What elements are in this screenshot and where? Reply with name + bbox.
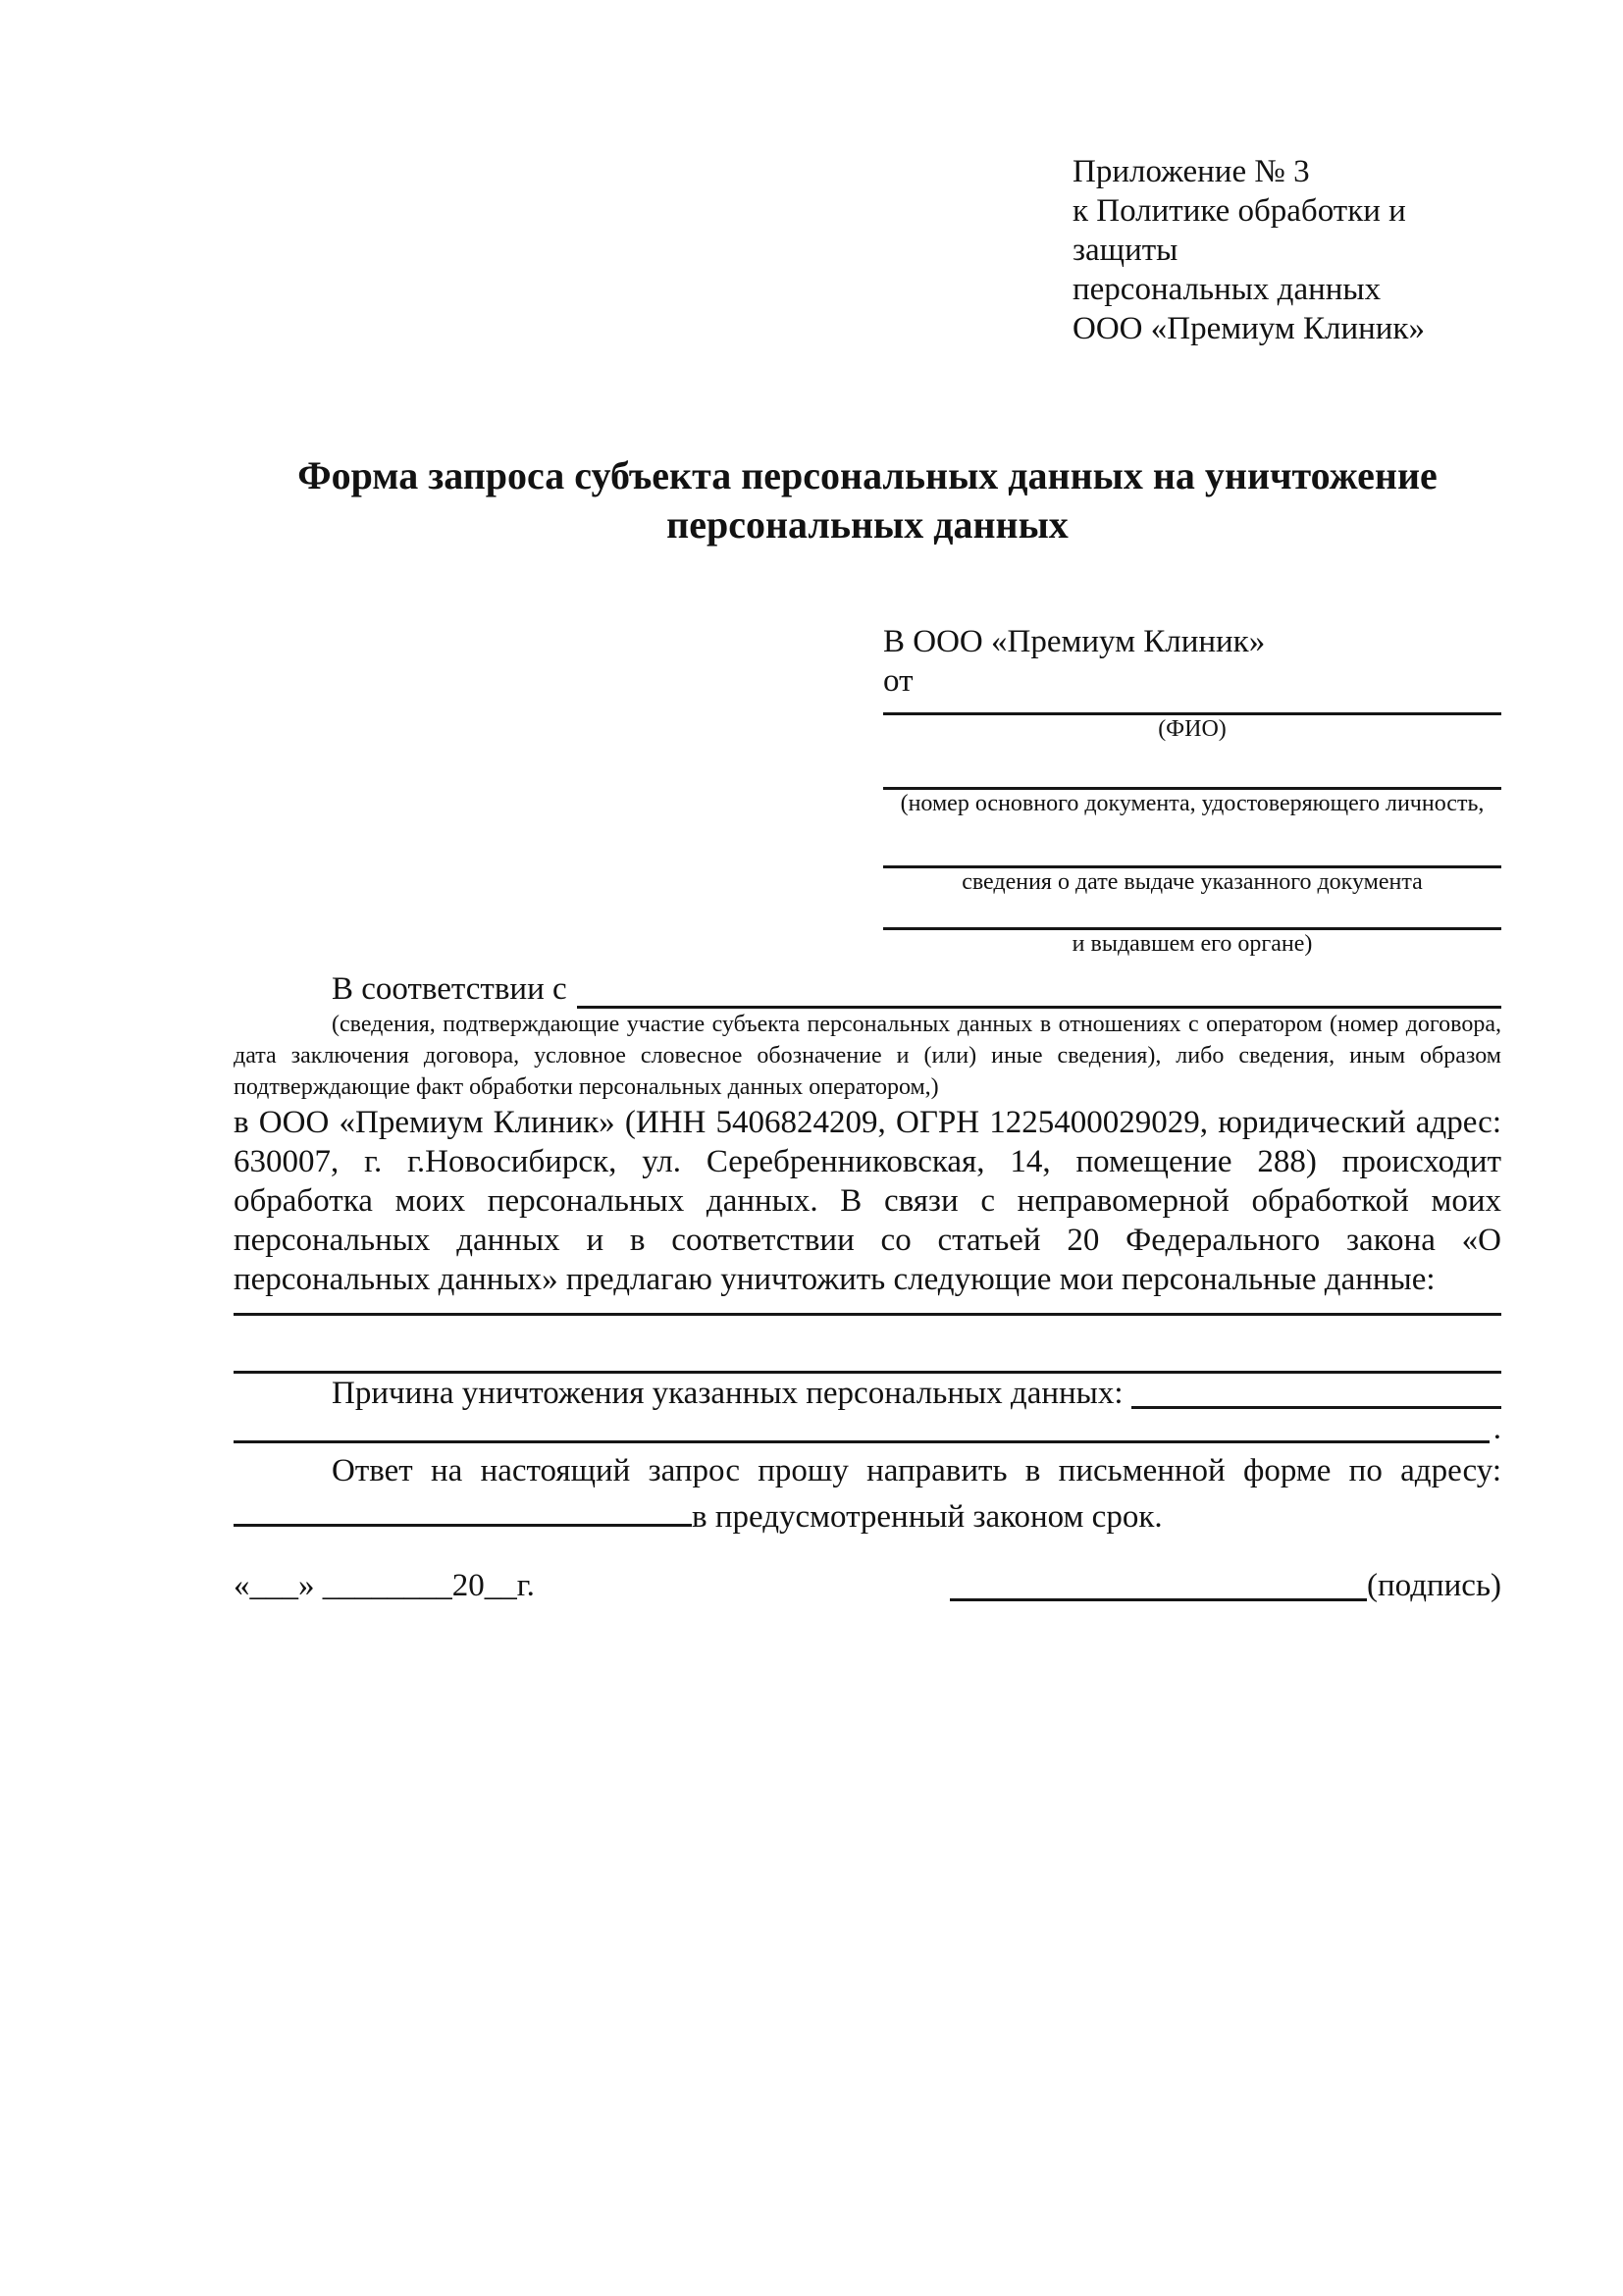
reason-continuation-row [234,1413,1501,1445]
appendix-note-line: ООО «Премиум Клиник» [1073,311,1425,346]
page-title: Форма запроса субъекта персональных данных на уничтожение персональных данных [297,453,1438,547]
fio-blank-line [883,701,1501,715]
signature-caption: (подпись) [1367,1568,1501,1603]
fio-caption: (ФИО) [1158,716,1227,742]
reason-blank-line [1131,1406,1501,1409]
reason-row [234,1374,1501,1413]
document-issuer-caption: и выдавшем его органе) [1072,931,1313,957]
accordance-lead: В соответствии с [332,971,567,1007]
document-number-caption: (номер основного документа, удостоверяющего личность, [900,791,1485,816]
document-number-blank-line [883,743,1501,790]
reason-blank-line-2 [234,1440,1490,1443]
accordance-footnote: (сведения, подтверждающие участие субъекта персональных данных в отношениях с оператором (номер договора, дата заключения договора, условное словесное обозначение и (или) иные сведения), либо сведения, иным образом подтверждающие факт обработки персональных данных оператором,) [234,1012,1501,1100]
accordance-blank-line [577,969,1501,1009]
addressee-to: В ООО «Премиум Клиник» [883,624,1266,659]
response-request-paragraph: Ответ на настоящий запрос прошу направить в письменной форме по адресу: [332,1453,1501,1488]
data-blank-line-2 [234,1316,1501,1374]
date-signature-row [234,1564,1501,1607]
accordance-row [234,969,1501,1009]
appendix-note [1073,152,1501,348]
appendix-note-line: к Политике обработки и защиты [1073,193,1406,268]
date-blank: «___» ________20__г. [234,1568,535,1603]
request-paragraph: в ООО «Премиум Клиник» (ИНН 5406824209, ОГРН 1225400029029, юридический адрес: 630007, г. г.Новосибирск, ул. Серебренниковская, 14, помещение 288) происходит обработка моих персональных данных. В связи с неправомерной обработкой моих персональных данных и в соответствии со статьей 20 Федерального закона «О персональных данных» предлагаю уничтожить следующие мои персональные данные: [234,1105,1501,1297]
document-date-blank-line [883,817,1501,868]
appendix-note-line: Приложение № 3 [1073,154,1310,189]
reason-label: Причина уничтожения указанных персональных данных: [332,1376,1124,1411]
signature-blank-line [950,1598,1367,1601]
response-tail-text: в предусмотренный законом срок. [692,1499,1163,1535]
address-blank-line [234,1494,692,1527]
signature-area [950,1564,1501,1607]
trailing-period: . [1492,1411,1501,1446]
addressee-block [883,622,1501,958]
document-issuer-blank-line [883,896,1501,930]
data-blank-line-1 [234,1299,1501,1316]
addressee-from-label: от [883,663,914,699]
document-date-caption: сведения о дате выдаче указанного документа [962,869,1423,895]
appendix-note-line: персональных данных [1073,272,1382,307]
address-blank-row [234,1494,1501,1537]
